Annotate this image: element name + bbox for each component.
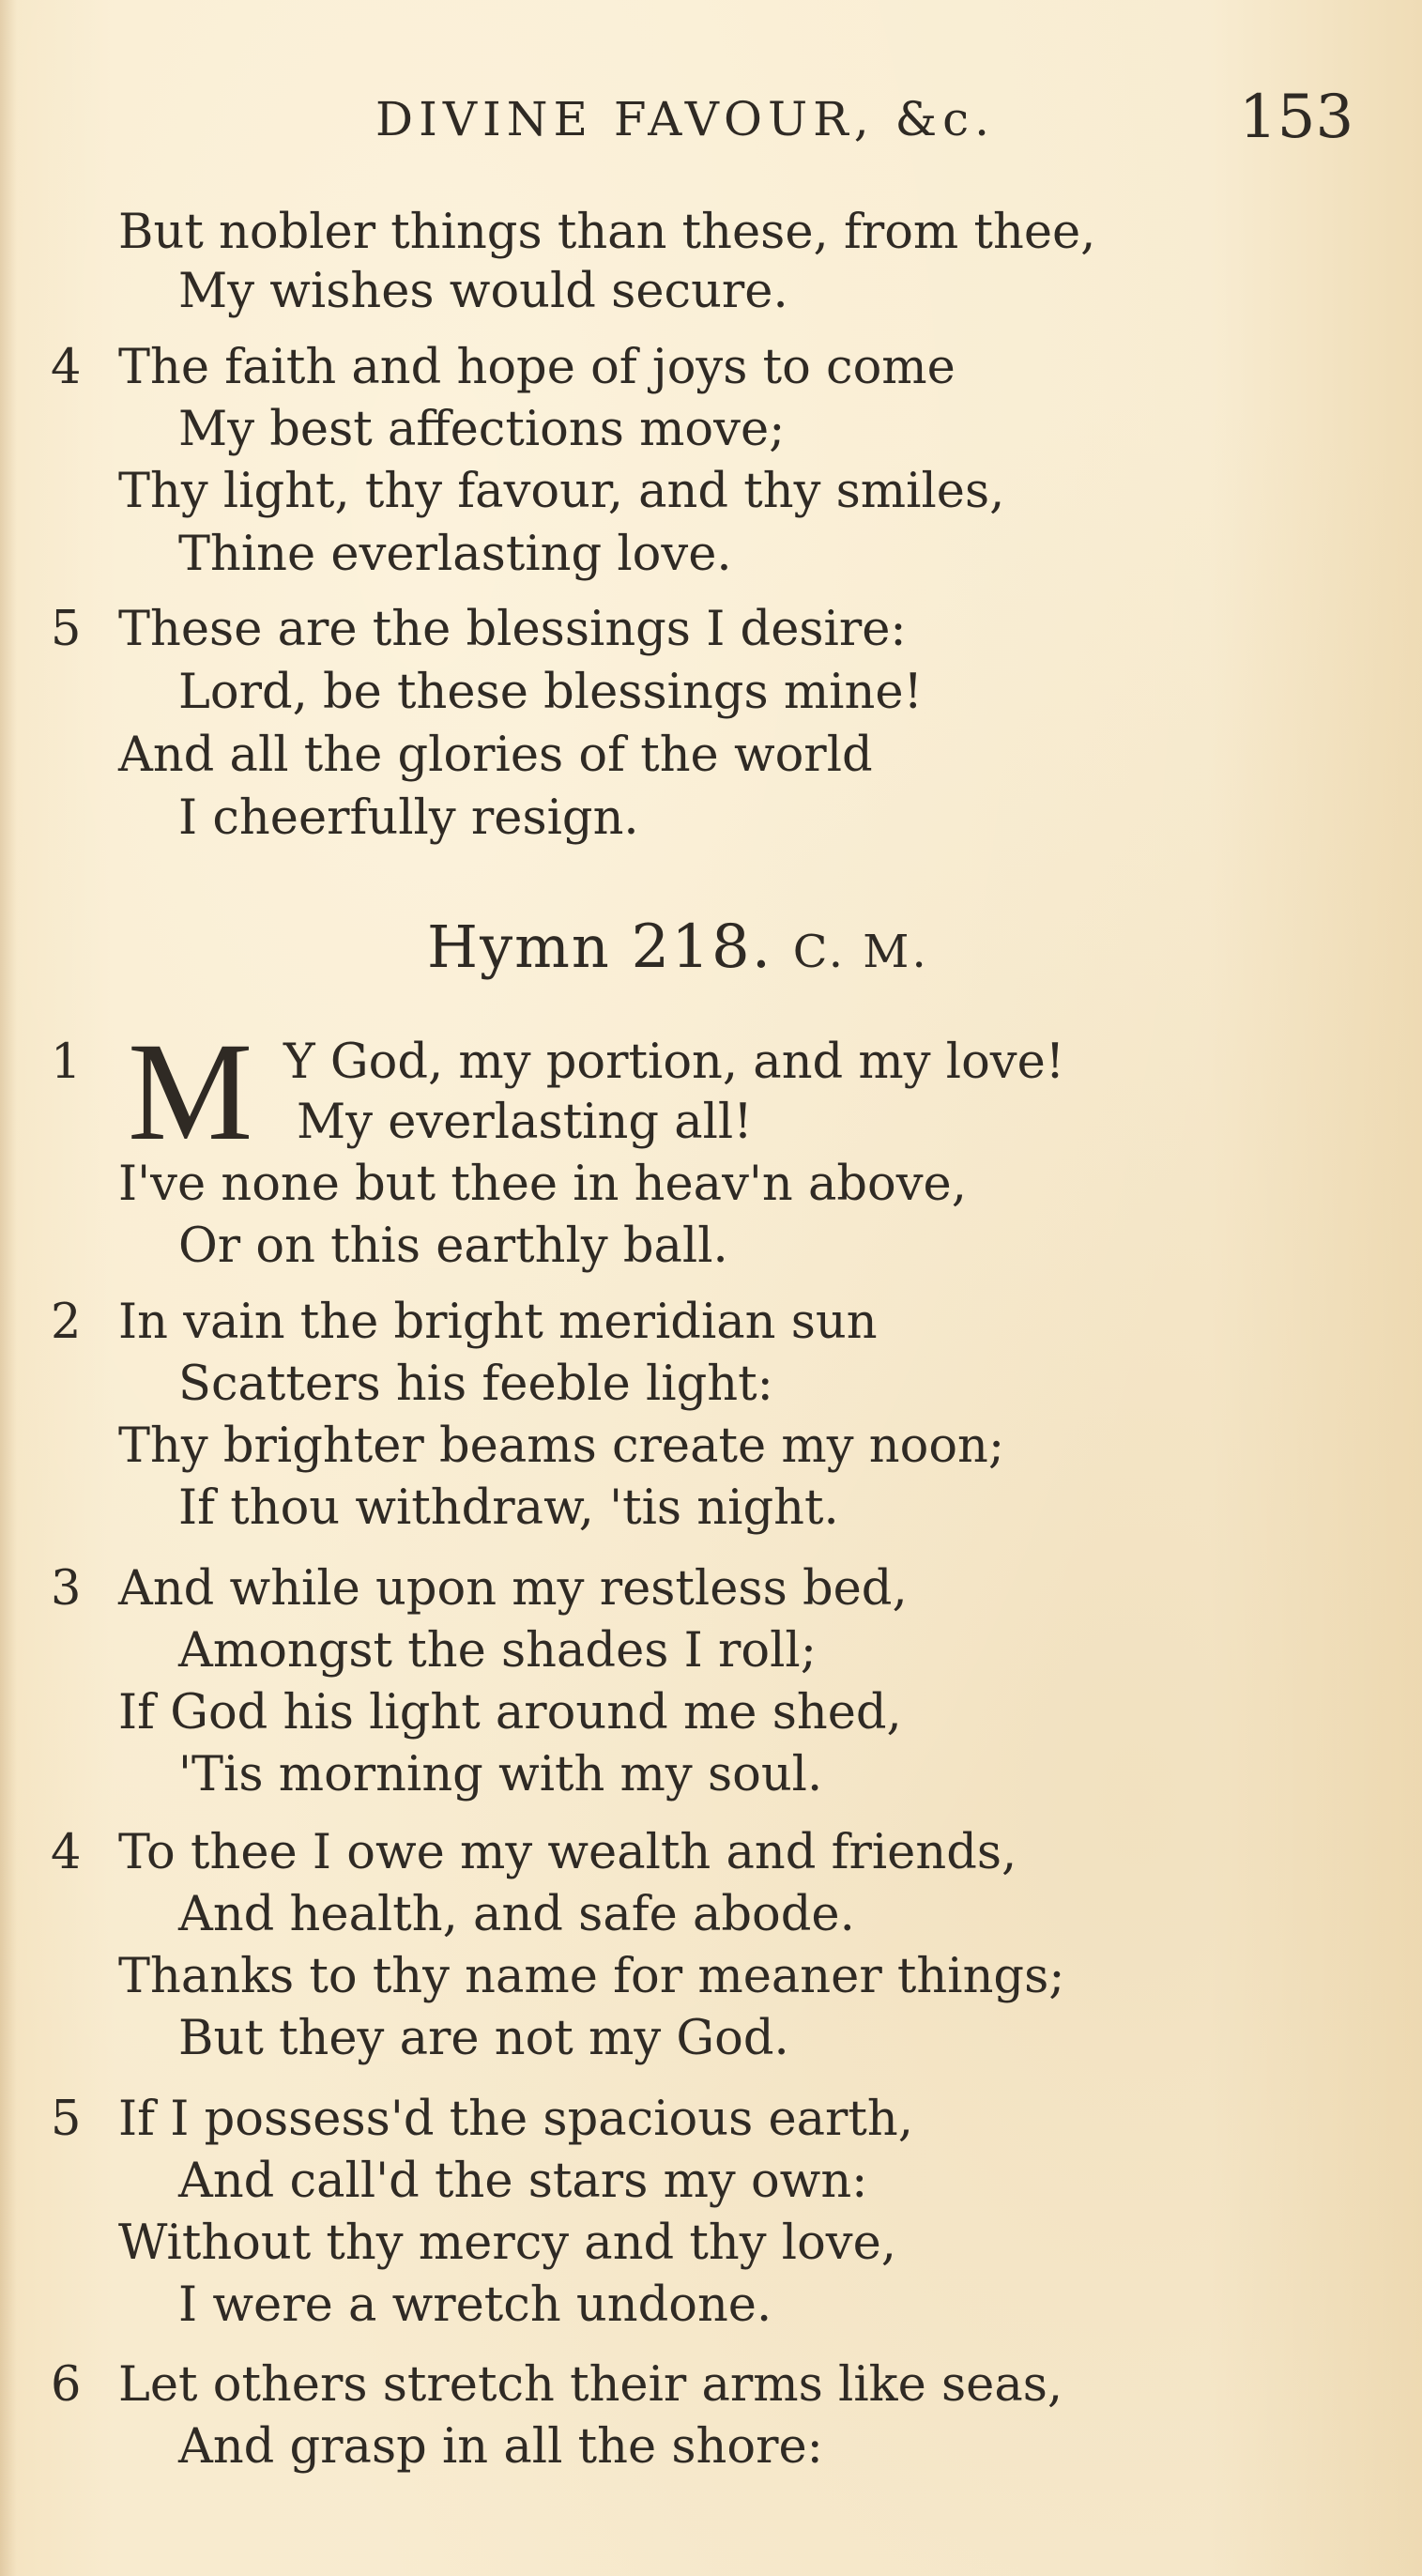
stanza-line: Thine everlasting love. [178,527,732,582]
stanza-line: Lord, be these blessings mine! [178,665,924,720]
stanza-line: Thy light, thy favour, and thy smiles, [118,464,1005,519]
stanza-line: But they are not my God. [178,2011,789,2066]
stanza-line: And grasp in all the shore: [178,2419,823,2475]
stanza-line: I've none but thee in heav'n above, [118,1157,967,1212]
stanza-line: 'Tis morning with my soul. [178,1747,823,1802]
stanza-number: 5 [51,602,82,657]
stanza-number: 5 [51,2092,82,2147]
page-number: 153 [1239,83,1354,152]
stanza-number: 6 [51,2357,82,2413]
hymn-title [427,912,929,982]
stanza-line: The faith and hope of joys to come [118,340,956,395]
stanza-line: Thy brighter beams create my noon; [118,1418,1005,1474]
stanza-number: 4 [51,1825,82,1880]
stanza-line: In vain the bright meridian sun [118,1295,878,1350]
stanza-line: If thou withdraw, 'tis night. [178,1480,839,1536]
stanza-number: 1 [51,1035,82,1090]
hymn-meter: C. M. [792,926,929,978]
stanza-line: Amongst the shades I roll; [178,1623,817,1679]
running-title: DIVINE FAVOUR, &c. [375,92,996,146]
stanza-line: Or on this earthly ball. [178,1219,728,1274]
stanza-line: If I possess'd the spacious earth, [118,2092,913,2147]
continued-line-2: My wishes would secure. [178,264,788,319]
stanza-line: Scatters his feeble light: [178,1357,773,1412]
page-edge-shadow [0,0,17,2576]
stanza-line: My everlasting all! [297,1095,753,1150]
stanza-line: And all the glories of the world [118,728,873,783]
hymn-label: Hymn [427,912,611,981]
stanza-line: These are the blessings I desire: [118,602,907,657]
first-line-rest: Y God, my portion, and my love! [283,1035,1065,1090]
stanza-line: Without thy mercy and thy love, [118,2216,896,2271]
hymn-number: 218. [631,912,773,982]
stanza-line: I were a wretch undone. [178,2277,772,2333]
stanza-line: And health, and safe abode. [178,1887,855,1942]
stanza-number: 2 [51,1295,82,1350]
continued-line-1: But nobler things than these, from thee, [118,205,1096,260]
stanza-line: If God his light around me shed, [118,1685,902,1740]
stanza-number: 3 [51,1561,82,1617]
page-header [0,83,1422,158]
stanza-line: Thanks to thy name for meaner things; [118,1949,1065,2004]
stanza-line: Let others stretch their arms like seas, [118,2357,1063,2413]
stanza-line: And call'd the stars my own: [178,2154,868,2209]
stanza-line: I cheerfully resign. [178,790,639,846]
stanza-line: And while upon my restless bed, [118,1561,908,1617]
stanza-number: 4 [51,340,82,395]
stanza-line: To thee I owe my wealth and friends, [118,1825,1017,1880]
drop-cap: M [128,1014,253,1170]
stanza-line: My best affections move; [178,402,786,457]
